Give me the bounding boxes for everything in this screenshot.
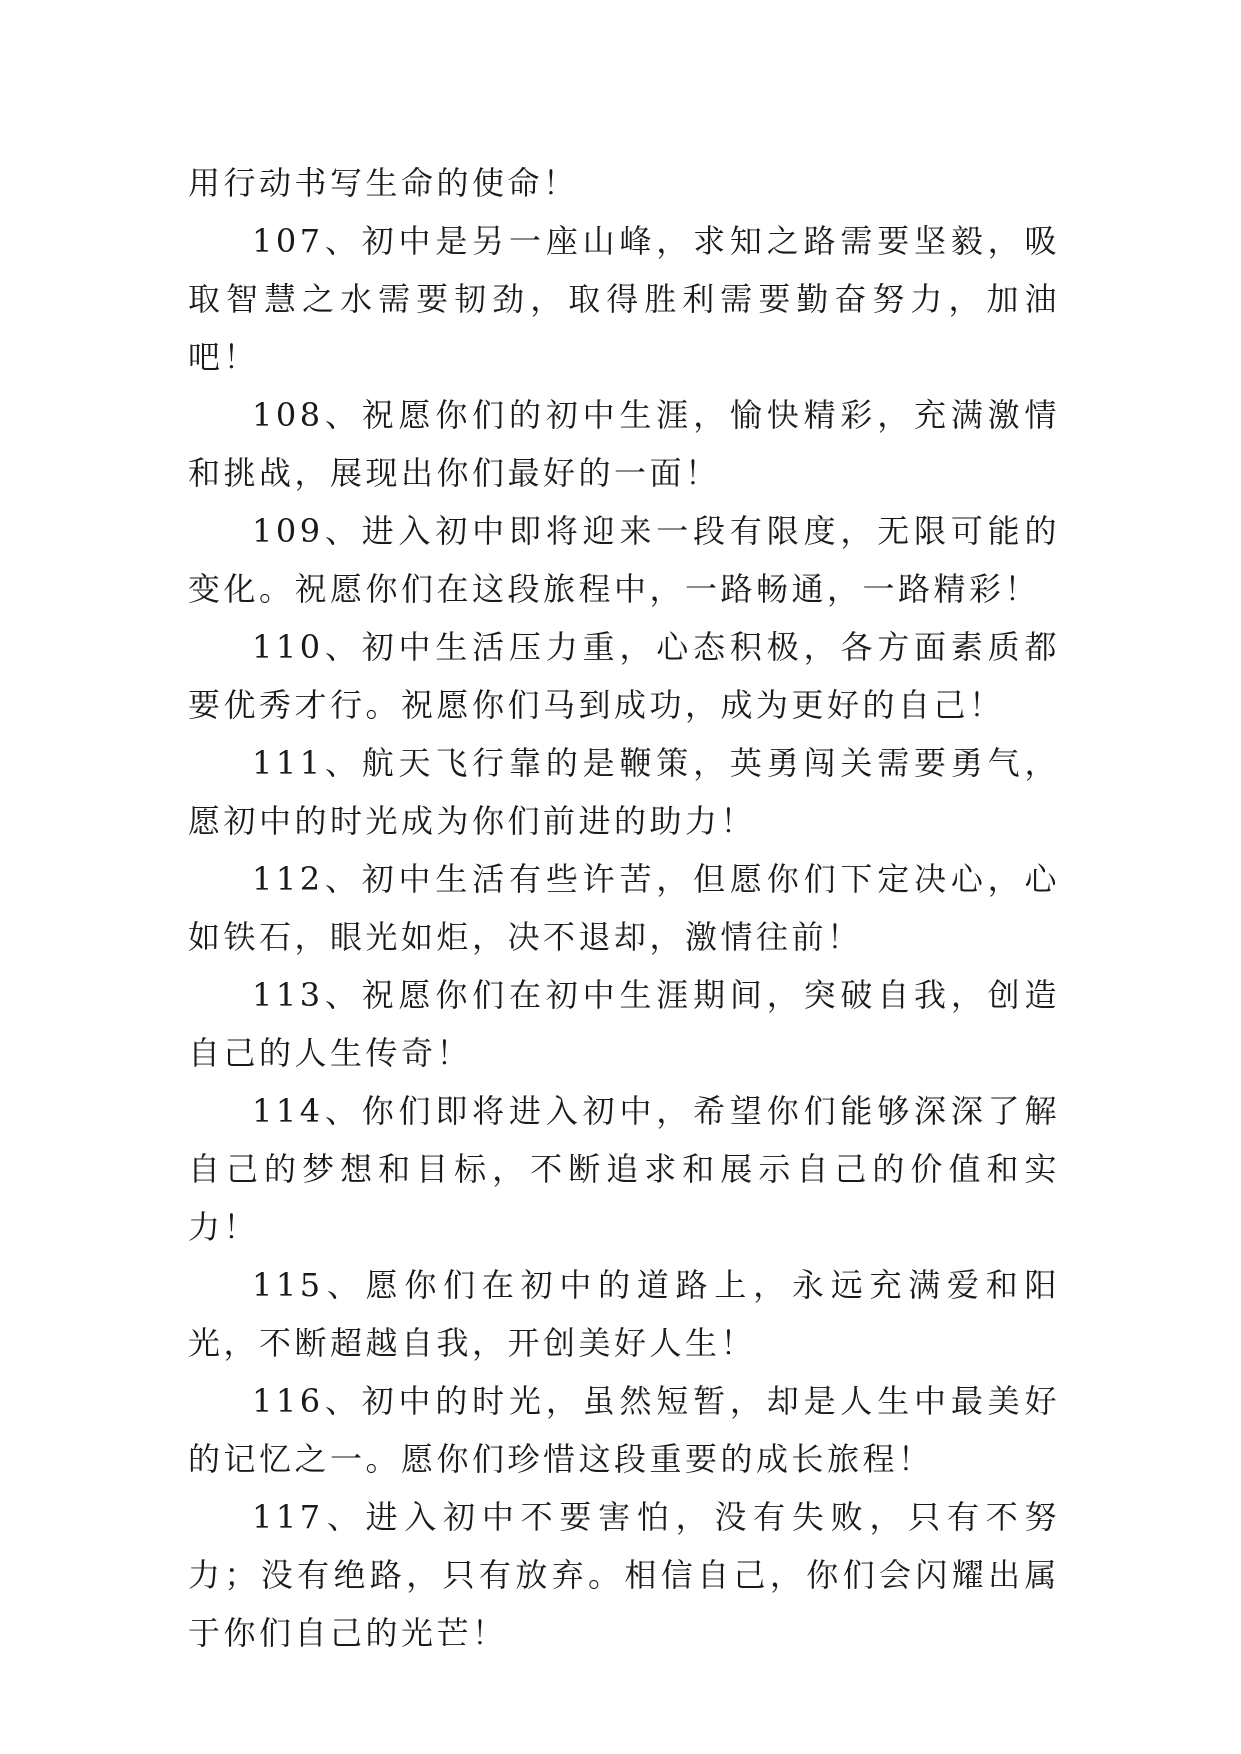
paragraph-continuation: 用行动书写生命的使命！: [188, 164, 579, 202]
paragraph-115: 115、愿你们在初中的道路上，永远充满爱和阳光，不断超越自我，开创美好人生！: [188, 1266, 1060, 1362]
paragraph-111: 111、航天飞行靠的是鞭策，英勇闯关需要勇气，愿初中的时光成为你们前进的助力！: [188, 744, 1060, 840]
paragraph-109: 109、进入初中即将迎来一段有限度，无限可能的变化。祝愿你们在这段旅程中，一路畅通，一路精彩！: [188, 512, 1060, 608]
paragraph-117: 117、进入初中不要害怕，没有失败，只有不努力；没有绝路，只有放弃。相信自己，你们会闪耀出属于你们自己的光芒！: [188, 1498, 1060, 1652]
paragraph-107: 107、初中是另一座山峰，求知之路需要坚毅，吸取智慧之水需要韧劲，取得胜利需要勤奋努力，加油吧！: [188, 222, 1060, 376]
paragraph-108: 108、祝愿你们的初中生涯，愉快精彩，充满激情和挑战，展现出你们最好的一面！: [188, 396, 1060, 492]
paragraph-110: 110、初中生活压力重，心态积极，各方面素质都要优秀才行。祝愿你们马到成功，成为更好的自己！: [188, 628, 1060, 724]
paragraph-114: 114、你们即将进入初中，希望你们能够深深了解自己的梦想和目标，不断追求和展示自己的价值和实力！: [188, 1092, 1060, 1246]
paragraph-112: 112、初中生活有些许苦，但愿你们下定决心，心如铁石，眼光如炬，决不退却，激情往前！: [188, 860, 1060, 956]
document-body: [188, 154, 1060, 1662]
paragraph-113: 113、祝愿你们在初中生涯期间，突破自我，创造自己的人生传奇！: [188, 976, 1060, 1072]
paragraph-116: 116、初中的时光，虽然短暂，却是人生中最美好的记忆之一。愿你们珍惜这段重要的成长旅程！: [188, 1382, 1060, 1478]
